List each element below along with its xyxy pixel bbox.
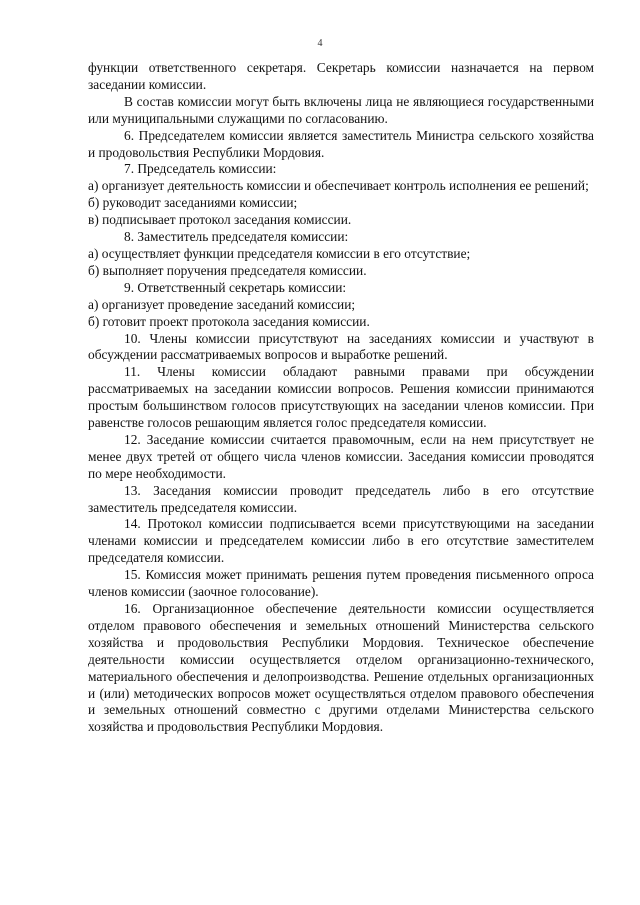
paragraph-continuation: функции ответственного секретаря. Секретарь комиссии назначается на первом заседании комиссии. — [88, 60, 594, 92]
clause-7a: а) организует деятельность комиссии и обеспечивает контроль исполнения ее решений; — [88, 178, 589, 194]
clause-7-heading: 7. Председатель комиссии: — [124, 161, 277, 177]
page-number: 4 — [317, 38, 323, 49]
clause-16: 16. Организационное обеспечение деятельности комиссии осуществляется отделом правового обеспечения и земельных отношений Министерства сельского хозяйства и продовольствия Республики Мордовия. Техническое обеспечение деятельности комиссии осуществляется отделом организационно-технического, материального обеспечения и делопроизводства. Решение отдельных организационных и (или) методических вопросов может осуществляться отделом правового обеспечения и земельных отношений совместно с другими отделами Министерства сельского хозяйства и продовольствия Республики Мордовия. — [88, 601, 594, 735]
clause-7c: в) подписывает протокол заседания комиссии. — [88, 212, 352, 228]
clause-7b: б) руководит заседаниями комиссии; — [88, 195, 298, 211]
clause-13: 13. Заседания комиссии проводит председатель либо в его отсутствие заместитель председателя комиссии. — [88, 482, 594, 515]
clause-8-heading: 8. Заместитель председателя комиссии: — [124, 229, 349, 245]
clause-10: 10. Члены комиссии присутствуют на заседаниях комиссии и участвуют в обсуждении рассматриваемых вопросов и выработке решений. — [88, 330, 594, 363]
paragraph-composition: В состав комиссии могут быть включены лица не являющиеся государственными или муниципальными служащими по согласованию. — [88, 93, 594, 126]
clause-9b: б) готовит проект протокола заседания комиссии. — [88, 313, 370, 329]
clause-6: 6. Председателем комиссии является заместитель Министра сельского хозяйства и продовольствия Республики Мордовия. — [88, 127, 594, 160]
clause-15: 15. Комиссия может принимать решения путем проведения письменного опроса членов комиссии (заочное голосование). — [88, 567, 594, 600]
clause-9a: а) организует проведение заседаний комиссии; — [88, 296, 356, 312]
clause-8b: б) выполняет поручения председателя комиссии. — [88, 262, 367, 278]
document-body — [88, 60, 594, 736]
clause-14: 14. Протокол комиссии подписывается всеми присутствующими на заседании членами комиссии и председателем комиссии либо в его отсутствие заместителем председателя комиссии. — [88, 516, 594, 566]
clause-8a: а) осуществляет функции председателя комиссии в его отсутствие; — [88, 245, 471, 261]
clause-11: 11. Члены комиссии обладают равными правами при обсуждении рассматриваемых на заседании комиссии вопросов. Решения комиссии принимаются простым большинством голосов присутствующих на заседании членов комиссии. При равенстве голосов решающим является голос председателя комиссии. — [88, 364, 594, 431]
clause-12: 12. Заседание комиссии считается правомочным, если на нем присутствует не менее двух третей от общего числа членов комиссии. Заседания комиссии проводятся по мере необходимости. — [88, 431, 594, 481]
clause-9-heading: 9. Ответственный секретарь комиссии: — [124, 279, 347, 295]
